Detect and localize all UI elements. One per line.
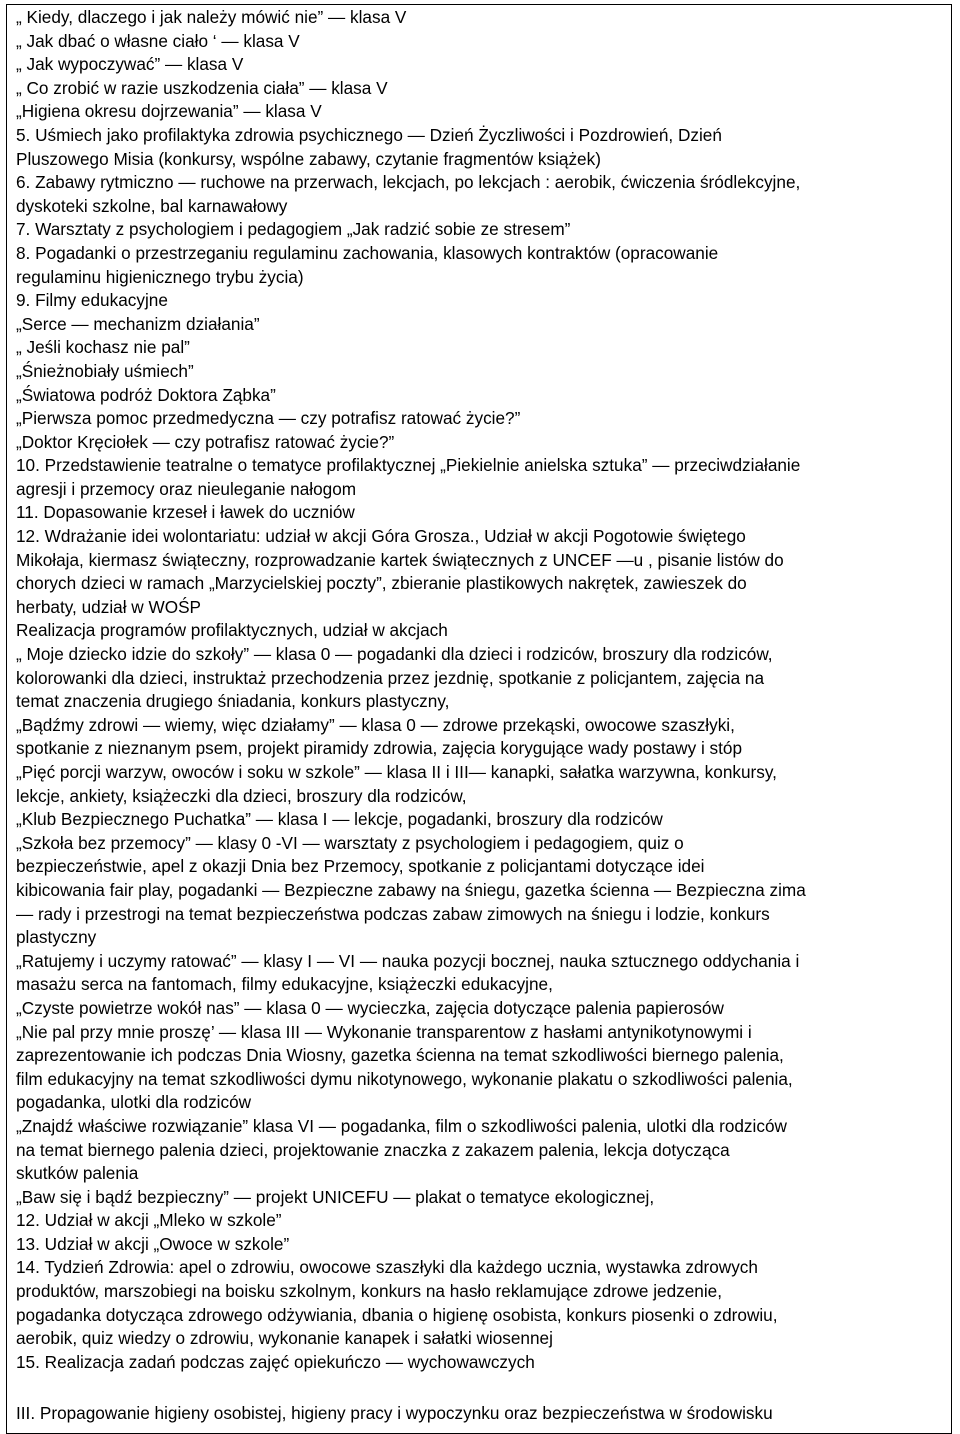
document-line: 8. Pogadanki o przestrzeganiu regulaminu zachowania, klasowych kontraktów (opracowanie (16, 242, 719, 263)
document-line: „Pięć porcji warzyw, owoców i soku w szkole” — klasa II i III— kanapki, sałatka warzywna, konkursy, (16, 762, 777, 782)
document-line: „Nie pal przy mnie proszę’ — klasa III — Wykonanie transparentow z hasłami antynikotynowymi i (16, 1021, 752, 1042)
document-line: chorych dzieci w ramach „Marzycielskiej poczty”, zbieranie plastikowych nakrętek, zawieszek do (16, 573, 747, 594)
section-heading-iii: III. Propagowanie higieny osobistej, higieny pracy i wypoczynku oraz bezpieczeństwa w środowisku (16, 1403, 773, 1423)
document-line: — rady i przestrogi na temat bezpieczeństwa podczas zabaw zimowych na śniegu i lodzie, konkurs (16, 903, 770, 924)
document-line: 12. Udział w akcji „Mleko w szkole” (16, 1210, 282, 1231)
document-line: zaprezentowanie ich podczas Dnia Wiosny, gazetka ścienna na temat szkodliwości biernego palenia, (16, 1045, 784, 1066)
document-line: dyskoteki szkolne, bal karnawałowy (16, 195, 288, 216)
document-line: Realizacja programów profilaktycznych, udział w akcjach (16, 620, 448, 641)
document-line: „ Moje dziecko idzie do szkoły” — klasa 0 — pogadanki dla dzieci i rodziców, broszury dla rodziców, (16, 644, 773, 665)
document-line: „Znajdź właściwe rozwiązanie” klasa VI — pogadanka, film o szkodliwości palenia, ulotki dla rodziców (16, 1115, 787, 1136)
document-line: „ Co zrobić w razie uszkodzenia ciała” — klasa V (16, 77, 388, 98)
document-line: „ Jeśli kochasz nie pal” (16, 337, 190, 358)
document-line: „Doktor Kręciołek — czy potrafisz ratować życie?” (16, 431, 395, 452)
document-line: „Bądźmy zdrowi — wiemy, więc działamy” — klasa 0 — zdrowe przekąski, owocowe szaszłyki, (16, 714, 735, 735)
document-line: spotkanie z nieznanym psem, projekt piramidy zdrowia, zajęcia korygujące wady postawy i stóp (16, 738, 743, 759)
document-line: kolorowanki dla dzieci, instruktaż przechodzenia przez jezdnię, spotkanie z policjantem, zajęcia na (16, 667, 765, 688)
document-line: pogadanka, ulotki dla rodziców (16, 1092, 252, 1113)
document-line: plastyczny (16, 927, 97, 948)
document-line: 12. Wdrażanie idei wolontariatu: udział w akcji Góra Grosza., Udział w akcji Pogotowie świętego (16, 526, 746, 547)
document-line: „Pierwsza pomoc przedmedyczna — czy potrafisz ratować życie?” (16, 408, 521, 429)
document-line: „Baw się i bądź bezpieczny” — projekt UNICEFU — plakat o tematyce ekologicznej, (16, 1186, 655, 1207)
document-line: 15. Realizacja zadań podczas zajęć opiekuńczo — wychowawczych (16, 1351, 535, 1372)
document-line: 13. Udział w akcji „Owoce w szkole” (16, 1233, 290, 1254)
document-line: na temat biernego palenia dzieci, projektowanie znaczka z zakazem palenia, lekcja dotycząca (16, 1139, 730, 1160)
document-line: agresji i przemocy oraz nieuleganie nałogom (16, 478, 357, 499)
document-line: aerobik, quiz wiedzy o zdrowiu, wykonanie kanapek i sałatki wiosennej (16, 1328, 553, 1349)
document-line: Mikołaja, kiermasz świąteczny, rozprowadzanie kartek świątecznych z UNCEF —u , pisanie listów do (16, 549, 784, 570)
document-line: 9. Filmy edukacyjne (16, 290, 168, 311)
document-line: produktów, marszobiegi na boisku szkolnym, konkurs na hasło reklamujące zdrowe jedzenie, (16, 1281, 722, 1302)
document-line: 7. Warsztaty z psychologiem i pedagogiem „Jak radzić sobie ze stresem” (16, 219, 571, 240)
document-body (16, 6, 956, 1374)
document-line: „Czyste powietrze wokół nas” — klasa 0 — wycieczka, zajęcia dotyczące palenia papierosów (16, 997, 724, 1018)
document-line: skutków palenia (16, 1163, 139, 1184)
document-line: pogadanka dotycząca zdrowego odżywiania, dbania o higienę osobista, konkurs piosenki o zdrowiu, (16, 1304, 778, 1325)
document-line: „Światowa podróż Doktora Ząbka” (16, 384, 276, 405)
document-line: „ Jak wypoczywać” — klasa V (16, 54, 244, 75)
document-line: „Serce — mechanizm działania” (16, 313, 260, 334)
document-line: „ Jak dbać o własne ciało ‘ — klasa V (16, 30, 300, 51)
document-line: masażu serca na fantomach, filmy edukacyjne, książeczki edukacyjne, (16, 974, 553, 995)
document-line: lekcje, ankiety, książeczki dla dzieci, broszury dla rodziców, (16, 785, 467, 806)
document-line: 6. Zabawy rytmiczno — ruchowe na przerwach, lekcjach, po lekcjach : aerobik, ćwiczenia śródlekcyjne, (16, 172, 801, 193)
document-line: „Higiena okresu dojrzewania” — klasa V (16, 101, 322, 122)
document-line: 5. Uśmiech jako profilaktyka zdrowia psychicznego — Dzień Życzliwości i Pozdrowień, Dzień (16, 124, 722, 145)
document-line: „Ratujemy i uczymy ratować” — klasy I — VI — nauka pozycji bocznej, nauka sztucznego oddychania i (16, 950, 800, 971)
document-line: 14. Tydzień Zdrowia: apel o zdrowiu, owocowe szaszłyki dla każdego ucznia, wystawka zdrowych (16, 1257, 758, 1278)
document-line: „Szkoła bez przemocy” — klasy 0 -VI — warsztaty z psychologiem i pedagogiem, quiz o (16, 832, 684, 853)
document-line: film edukacyjny na temat szkodliwości dymu nikotynowego, wykonanie plakatu o szkodliwości palenia, (16, 1068, 793, 1089)
document-line: temat znaczenia drugiego śniadania, konkurs plastyczny, (16, 691, 450, 712)
document-line: „ Kiedy, dlaczego i jak należy mówić nie” — klasa V (16, 7, 407, 27)
document-line: 10. Przedstawienie teatralne o tematyce profilaktycznej „Piekielnie anielska sztuka” — przeciwdziałanie (16, 455, 801, 476)
document-line: regulaminu higienicznego trybu życia) (16, 266, 304, 287)
document-line: „Śnieżnobiały uśmiech” (16, 360, 194, 381)
document-line: herbaty, udział w WOŚP (16, 596, 201, 617)
document-line: bezpieczeństwie, apel z okazji Dnia bez Przemocy, spotkanie z policjantami dotyczące idei (16, 856, 705, 877)
document-line: 11. Dopasowanie krzeseł i ławek do uczniów (16, 502, 355, 523)
document-line: „Klub Bezpiecznego Puchatka” — klasa I — lekcje, pogadanki, broszury dla rodziców (16, 809, 663, 830)
document-line: Pluszowego Misia (konkursy, wspólne zabawy, czytanie fragmentów książek) (16, 148, 601, 169)
document-line: kibicowania fair play, pogadanki — Bezpieczne zabawy na śniegu, gazetka ścienna — Bezpieczna zima (16, 879, 806, 900)
